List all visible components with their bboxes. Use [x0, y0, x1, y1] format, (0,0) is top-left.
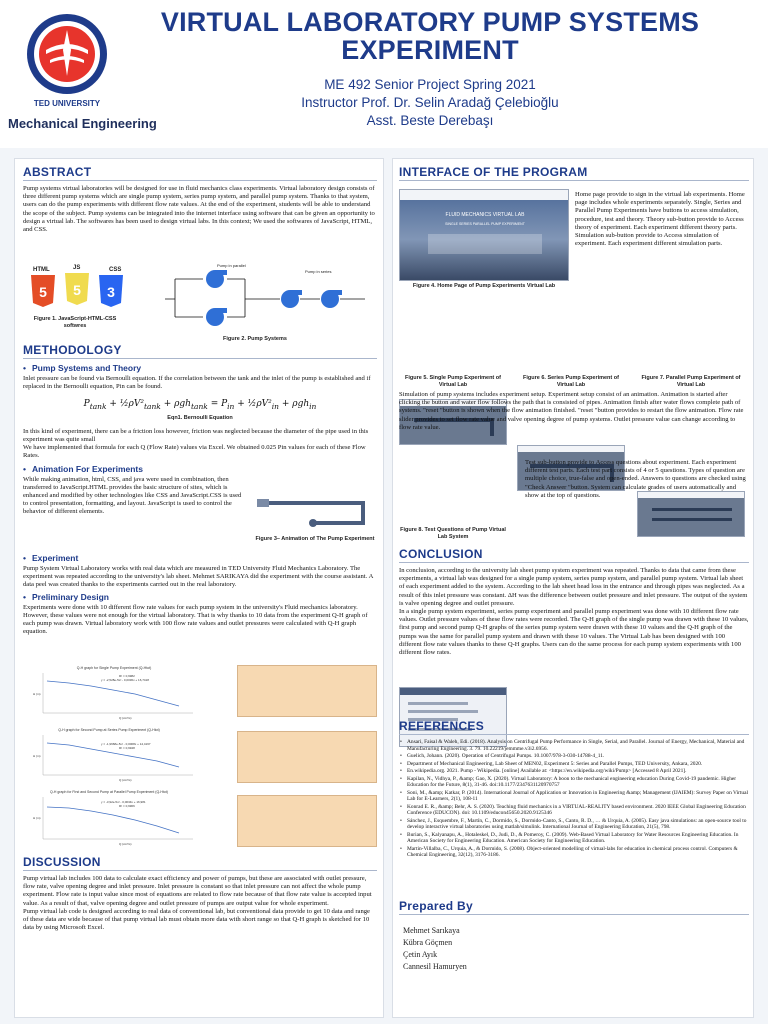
figure-4-caption: Figure 4. Home Page of Pump Experiments Virtual Lab [412, 283, 556, 289]
pump-theory-heading: • Pump Systems and Theory [23, 363, 142, 373]
methodology-heading: METHODOLOGY [23, 343, 377, 359]
svg-text:3: 3 [107, 284, 115, 300]
abstract-heading: ABSTRACT [23, 165, 377, 181]
author-name: Cannesil Hamuryen [403, 962, 467, 971]
methodology-section [23, 343, 377, 517]
conclusion-heading: CONCLUSION [399, 547, 749, 563]
discussion-text: Pump virtual lab includes 100 data to calculate exact efficiency and power of pumps, but these are associated with outlet pressure, flow rate, valve opening degree and inlet pressure. Inlet pressure is constant so that inlet pressure can not affect the whole pump experiment. Flow rate is input value since most of equations are related to flow rate because of that flow rate value is accepted input value. As a result of that, valve opening degree and outlet pressure of pumps are output value for whole experiment. Pump virtual lab code is designed according to real data of conventional lab, but conventional data provide to get 10 data and range of these data are wide because of that pump virtual lab must obtain more data with short range so that Q-H graph is sketched for 10 data by using Microsoft Excel. [23, 875, 372, 932]
svg-text:y = -1,9668e-5x² - 0,0008x + 1: y = -1,9668e-5x² - 0,0008x + 14,4167 [101, 742, 151, 746]
screenshot-title: FLUID MECHANICS VIRTUAL LAB [445, 212, 525, 218]
test-text: Test sub-button provide to Access questions about experiment. Each experiment different test parts. Each test part consists of 4 or 5 questions. Types of question are multiple choice, true-false and open-ended. Answers to questions are checked using "Check Answer "button. System can calculate grades of users automatically and show at the top of questions. [525, 459, 746, 499]
poster-body [0, 148, 768, 1024]
reference-item: • En.wikipedia.org. 2021. Pump - Wikipedia. [online] Available at: <https://en.wikipedia.org/wiki/Pump> [Accessed 8 April 2021]. [399, 768, 749, 775]
screenshot-navbar [400, 190, 569, 200]
screenshot-panel [428, 234, 542, 254]
data-table-3 [237, 795, 377, 847]
preliminary-text: Experiments were done with 10 different flow rate values for each pump system in the university's Fluid mechanics laboratory. However, these values were not enough for the virtual laboratory. That is why thanks to 10 data from the experiment Q-H graph of each pump was drawn. Virtual laboratory work with 100 flow rate values and outlet pressures were calculated with Q-H graph equation. [23, 603, 368, 636]
svg-text:5: 5 [73, 282, 81, 298]
qh-graph-1 [29, 663, 199, 721]
qh-graph-2 [29, 725, 199, 783]
author-name: Mehmet Sarıkaya [403, 926, 460, 935]
department-name: Mechanical Engineering [8, 116, 157, 131]
svg-text:y = -3,92e-5x² - 0,0034x + 16,: y = -3,92e-5x² - 0,0034x + 16,981 [101, 800, 146, 804]
references-heading: REFERENCES [399, 719, 749, 735]
svg-text:Q-H graph for Second Pump at S: Q-H graph for Second Pump at Series Pump Experiment (Q-Htot) [58, 728, 160, 732]
references-section [399, 719, 749, 860]
friction-text: In this kind of experiment, there can be a friction loss however, friction was neglected because the diameter of the pipe used in this experiment was quite small We have implemented that formula for each Q (Flow Rate) values via Excel. We obtained 0.025 Pin values for each of these Flow Rates. [23, 427, 369, 460]
svg-text:Q-H graph for Single Pump Expe: Q-H graph for Single Pump Experiment (Q-Htot) [76, 666, 152, 670]
svg-text:R² = 0,9966: R² = 0,9966 [119, 804, 135, 808]
figure-2 [155, 259, 375, 342]
animation-heading: • Animation For Experiments [23, 463, 143, 474]
abstract-section [23, 165, 377, 234]
assistant-line: Asst. Beste Derebaşı [366, 113, 494, 128]
home-page-screenshot [399, 189, 569, 281]
figure-6-caption: Figure 6. Series Pump Experiment of Virtual Lab [523, 375, 619, 388]
svg-text:JS: JS [73, 265, 81, 271]
interface-section [399, 165, 749, 185]
reference-item: • Soni, M., &amp; Katkar, P. (2014). International Journal of Application or Innovation in Engineering &amp; Management (IJAIEM): Survey Paper on Virtual Lab for E-Learners, 2(1), 108-11 [399, 790, 749, 803]
author-name: Çetin Ayık [403, 950, 438, 959]
svg-text:TED UNIVERSITY: TED UNIVERSITY [33, 99, 101, 108]
data-table-2 [237, 731, 377, 783]
reference-item: • Burian, S., Kalyanapu, A., Hotaleskel, D., Judi, D., & Pomeroy, C. (2009). Web-Based Virtual Laboratory for Water Resources Engineering Education. In American Society for Engineering Education. American Society for Engineering Education. [399, 832, 749, 845]
left-column [14, 158, 384, 1018]
svg-text:R² = 0,9948: R² = 0,9948 [119, 746, 135, 750]
svg-text:HTML: HTML [33, 267, 50, 273]
simulation-text: Simulation of pump systems includes experiment setup. Experiment setup consist of an animation. Animation is started after clicking the button and water flow follows the path that is consisted of pipes. Animation finish after water flows complete path of systems. "reset "button is shown when the flow animation finished. "reset "button provides to restart the flow animation. Flow rate slider provides to set flow rate value and valve opening degree of pump systems. Outlet pressure value can change according to flow rate value. [399, 391, 744, 431]
svg-text:H (m): H (m) [33, 754, 41, 758]
author-name: Kübra Göçmen [403, 938, 453, 947]
animation-pipe-diagram [253, 493, 377, 531]
experiment-text: Pump System Virtual Laboratory works with real data which are measured in TED University Fluid Mechanics Laboratory. The experiment was repeated according to the university's lab sheet. Mehmet SARIKAYA did the experiment with the course assistant. A data peel was created thanks to the experiments carried out in the real laboratory. [23, 565, 373, 589]
svg-text:Pump in parallel: Pump in parallel [217, 263, 246, 268]
abstract-text: Pump systems virtual laboratories will be designed for use in fluid mechanics class experiments. Virtual laboratory design consists of three different pump systems which are single pump system, series pump system, and parallel pump system. Thanks to that system, users can do the pump experiments with different flow rate values. At the end of the experiment, students will be able to understand the scope of the subject. Pump systems can be integrated into the internet interface using software that can be given an opportunity to design a virtual lab. The softwares has been used to design virtual labs. In this context; We used the softwares of JavaScript, HTML, and CSS. [23, 185, 375, 234]
svg-text:Q (cm³/s): Q (cm³/s) [119, 716, 132, 720]
figure-3-caption: Figure 3– Animation of The Pump Experiment [255, 536, 375, 542]
svg-text:Q (cm³/s): Q (cm³/s) [119, 842, 132, 846]
poster-header [0, 0, 768, 145]
course-line: ME 492 Senior Project Spring 2021 [324, 77, 536, 92]
reference-item: • Konrad E. R., &amp; Behr, A. S. (2020). Teaching fluid mechanics in a VIRTUAL-REALITY based environment. 2020 IEEE Global Engineering Education Conference (EDUCON). doi: 10.1109/educon45650.2020.9125346 [399, 804, 749, 817]
figure-1 [25, 263, 135, 329]
svg-text:Q-H graph for First and Second: Q-H graph for First and Second Pump at Parallel Pump Experiment (Q-Htot) [50, 790, 168, 794]
discussion-section [23, 855, 377, 932]
svg-text:H (m): H (m) [33, 692, 41, 696]
svg-text:H (m): H (m) [33, 816, 41, 820]
preliminary-heading: • Preliminary Design [23, 591, 109, 602]
figure-8-caption: Figure 8. Test Questions of Pump Virtual Lab System [400, 527, 506, 540]
discussion-heading: DISCUSSION [23, 855, 377, 871]
reference-item: • Martin-Villalba, C., Urquia, A., & Dormido, S. (2008). Object-oriented modelling of virtual-labs for education in chemical process control. Computers & Chemical Engineering, 32(12), 3176-3186. [399, 846, 749, 859]
svg-text:y = -2,528e-5x² - 0,0036x + 16: y = -2,528e-5x² - 0,0036x + 16,7418 [101, 678, 149, 682]
reference-item: • Guelich, Johann. (2020). Operation of Centrifugal Pumps. 10.1007/978-3-030-14788-4_11. [399, 753, 749, 760]
svg-text:5: 5 [39, 284, 47, 300]
poster-subtitle [120, 76, 740, 130]
conclusion-section [399, 547, 749, 657]
svg-text:CSS: CSS [109, 267, 122, 273]
reference-item: • Ansari, Faisal & Waleh, Edi. (2018). Analysis on Centrifugal Pump Performance in Single, Serial, and Parallel. Journal of Energy, Mechanical, Material and Manufacturing Engineering. 3. 79. 10.22219/jemmme.v3i2.6956. [399, 739, 749, 752]
screenshot-subtitle: SINGLE SERIES PARALLEL PUMP EXPERIMENT [445, 222, 525, 226]
poster-title: VIRTUAL LABORATORY PUMP SYSTEMS EXPERIMENT [160, 7, 700, 65]
home-page-text: Home page provide to sign in the virtual lab experiments. Home page includes whole experiments separately. Single, Series and Parallel Pump Experiments have buttons to access simulation, procedure, test and theory. Theory sub-button provide to Access theory of experiment. Each experiment different theory parts. Simulation sub-button provide to Access simulation of experiment. Each experiment different simulation parts. [575, 191, 745, 248]
svg-text:Q (cm³/s): Q (cm³/s) [119, 778, 132, 782]
ted-university-logo [22, 10, 112, 110]
prepared-by-heading: Prepared By [399, 899, 749, 915]
figure-5-caption: Figure 5. Single Pump Experiment of Virtual Lab [405, 375, 501, 388]
svg-text:Pump in series: Pump in series [305, 269, 332, 274]
instructor-line: Instructor Prof. Dr. Selin Aradağ Çelebioğlu [301, 95, 559, 110]
experiment-section [23, 551, 377, 636]
prepared-by-section [399, 899, 749, 973]
reference-item: • Sánchez, J., Esquembre, F., Martín, C., Dormido, S., Dormido-Canto, S., Canto, R. D., … & Urquia, A. (2005). Easy java simulations: an open-source tool to develop interactive virtual laboratories using matlab/simulink. International Journal of Engineering Education, 21(5), 798. [399, 818, 749, 831]
figure-7-caption: Figure 7. Parallel Pump Experiment of Virtual Lab [641, 375, 741, 388]
figure-2-caption: Figure 2. Pump Systems [223, 336, 287, 342]
experiment-heading: • Experiment [23, 553, 79, 563]
interface-heading: INTERFACE OF THE PROGRAM [399, 165, 749, 181]
bernoulli-equation: $P_{tank}$ + $\frac{1}{2}\rho V^2_{tank} + \rho gh_{tank} = P_{in}$ + $\frac{1}{2}\rho V^2_{in} + \rho gh_{in}$ [83, 399, 317, 412]
svg-text:R² = 0,9982: R² = 0,9982 [119, 674, 135, 678]
html-js-css-logos [25, 263, 135, 311]
equation-caption: Eqn1. Bernoulli Equation [167, 415, 233, 422]
pump-systems-diagram [155, 259, 375, 329]
conclusion-text: In conclusion, according to the university lab sheet pump system experiment was repeated. Thanks to data that came from these experiments, a virtual lab was designed for a single pump system, series pump system, and parallel pump system. Virtual lab sheet of each experiment added to the system. According to the lab sheet head loss in the entrance and through pipes was neglected. As a result of this inlet pressure was constant. ΔH was the difference between outlet pressure and inlet pressure. The output of the system is valve opening degree and outlet pressure. In a single pump system experiment, series pump experiment and parallel pump experiment was done with 10 different flow rate values. Outlet pressure values of these flow rates were recorded. The Q-H graph of the single pump was drawn with these 10 values, first pump and second pump Q-H graphs of the series pump system were drawn with these 10 values and the Q-H graph of the pumps was the same for parallel pump system and drawn with these 10 values. The Virtual Lab has been designed with 100 different flow rate values thanks to these Q-H graphs. Users can do the same process for each pump system experiments with 100 different flow rates. [399, 567, 749, 657]
pump-theory-text: Inlet pressure can be found via Bernoulli equation. If the correlation between the tank and the inlet of the pump is established and if replaced in the Bernoulli equation, Pin can be found. [23, 375, 371, 391]
figure-1-caption: Figure 1. JavaScript-HTML-CSS softwres [33, 316, 117, 329]
reference-item: • Kapilan, N., Vidhya, P., &amp; Gao, X. (2020). Virtual Laboratory: A boon to the mechanical engineering education During Covid-19 pandemic. Higher Education for the Future, 8(1), 31-46. doi:10.1177/2347631120970757 [399, 776, 749, 789]
data-table-1 [237, 665, 377, 717]
reference-item: • Department of Mechanical Engineering, Lab Sheet of MEN02, Experiment 5: Series and Parallel Pumps, TED University, Ankara, 2020. [399, 761, 749, 768]
figure-3 [253, 493, 377, 545]
qh-graph-3 [29, 787, 199, 847]
animation-text: While making animation, html, CSS, and java were used in combination, then transferred to JavaScript.HTML provides the basic structure of sites, which is enhanced and modified by other technologies like CSS and JavaScript.CSS is used to control presentation, formatting, and layout. JavaScript is used to control the behavior of different elements. [23, 475, 242, 516]
right-column [392, 158, 754, 1018]
